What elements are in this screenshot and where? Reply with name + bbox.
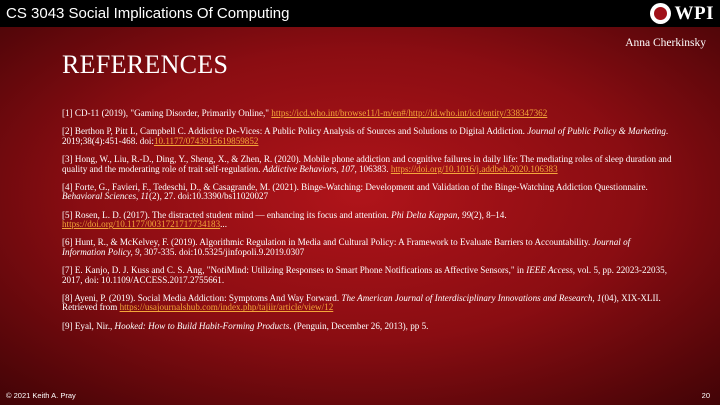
reference-item: [8] Ayeni, P. (2019). Social Media Addiction: Symptoms And Way Forward. The American Journal of Interdisciplinary Innovations and Research, 1(04), XIX-XLII. Retrieved from https://usajournalshub.com/index.php/tajiir/article/view/12 [62,292,661,313]
copyright: © 2021 Keith A. Pray [6,391,76,400]
reference-link[interactable]: https://icd.who.int/browse11/l-m/en#/http://id.who.int/icd/entity/338347362 [271,108,548,118]
reference-item: [2] Berthon P, Pitt L, Campbell C. Addictive De-Vices: A Public Policy Analysis of Sources and Solutions to Digital Addiction. Journal of Public Policy & Marketing. 2019;38(4):451-468. doi:10.1177/0743915619859852 [62,126,669,146]
wpi-logo [650,2,715,25]
wpi-logo-text: WPI [674,2,714,24]
reference-item: [4] Forte, G., Favieri, F., Tedeschi, D., & Casagrande, M. (2021). Binge-Watching: Development and Validation of the Binge-Watching Addiction Questionnaire. Behavioral Sciences, 11(2), 27. doi:10.3390/bs11020027 [62,181,648,202]
page-number: 20 [701,391,710,400]
reference-item: [5] Rosen, L. D. (2017). The distracted student mind — enhancing its focus and attention. Phi Delta Kappan, 99(2), 8–14. https://doi.org/10.1177/0031721717734183... [62,209,507,230]
top-bar [0,0,720,27]
reference-list [62,109,672,340]
reference-link[interactable]: https://usajournalshub.com/index.php/tajiir/article/view/12 [119,302,334,313]
reference-link[interactable]: 10.1177/0743915619859852 [153,135,259,146]
reference-item: [3] Hong, W., Liu, R.-D., Ding, Y., Sheng, X., & Zhen, R. (2020). Mobile phone addiction and cognitive failures in daily life: The mediating roles of sleep duration and quality and the moderating role of trait self-regulation. Addictive Behaviors, 107, 106383. https://doi.org/10.1016/j.addbeh.2020.106383 [62,153,672,174]
wpi-seal-icon [650,3,671,24]
reference-item: [1] CD-11 (2019), "Gaming Disorder, Primarily Online," https://icd.who.int/browse11/l-m/en#/http://id.who.int/icd/entity/338347362 [62,108,548,118]
author-name: Anna Cherkinsky [625,37,706,49]
slide-title: REFERENCES [62,50,229,79]
reference-link[interactable]: https://doi.org/10.1177/0031721717734183 [62,219,221,230]
course-title: CS 3043 Social Implications Of Computing [6,5,290,22]
reference-item: [7] E. Kanjo, D. J. Kuss and C. S. Ang, "NotiMind: Utilizing Responses to Smart Phone Notifications as Affective Sensors," in IEEE Access, vol. 5, pp. 22023-22035, 2017, doi: 10.1109/ACCESS.2017.2755661. [62,265,667,285]
reference-item: [6] Hunt, R., & McKelvey, F. (2019). Algorithmic Regulation in Media and Cultural Policy: A Framework to Evaluate Barriers to Accountability. Journal of Information Policy, 9, 307-335. doi:10.5325/jinfopoli.9.2019.0307 [62,237,631,257]
reference-item: [9] Eyal, Nir., Hooked: How to Build Habit-Forming Products. (Penguin, December 26, 2013), pp 5. [62,320,429,331]
reference-link[interactable]: https://doi.org/10.1016/j.addbeh.2020.106383 [390,163,558,174]
